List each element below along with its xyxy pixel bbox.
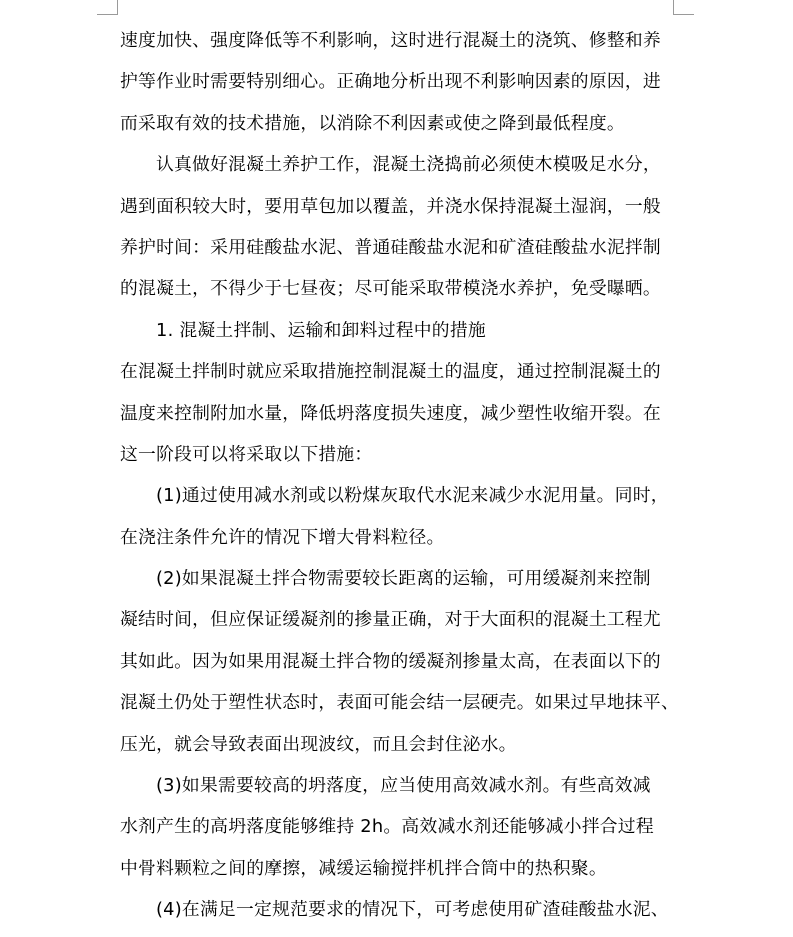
section-heading: 1. 混凝土拌制、运输和卸料过程中的措施 xyxy=(156,319,486,341)
text-line: 护等作业时需要特别细心。正确地分析出现不利影响因素的原因，进 xyxy=(120,71,661,93)
text-line: 速度加快、强度降低等不利影响，这时进行混凝土的浇筑、修整和养 xyxy=(120,30,661,51)
text-line: 压光，就会导致表面出现波纹，而且会封住泌水。 xyxy=(120,733,517,755)
document-body[interactable] xyxy=(120,20,679,931)
list-item-first-line: (2)如果混凝土拌合物需要较长距离的运输，可用缓凝剂来控制 xyxy=(156,568,651,590)
text-line: 其如此。因为如果用混凝土拌合物的缓凝剂掺量太高，在表面以下的 xyxy=(120,650,661,672)
paragraph-first-line: 在混凝土拌制时就应采取措施控制混凝土的温度，通过控制混凝土的 xyxy=(120,361,661,383)
text-line: 的混凝土，不得少于七昼夜；尽可能采取带模浇水养护，免受曝晒。 xyxy=(120,278,661,300)
list-item-first-line: (4)在满足一定规范要求的情况下，可考虑使用矿渣硅酸盐水泥、 xyxy=(156,899,669,921)
text-line: 中骨料颗粒之间的摩擦，减缓运输搅拌机拌合筒中的热积聚。 xyxy=(120,857,607,879)
text-line: 这一阶段可以将采取以下措施： xyxy=(120,443,373,465)
text-line: 凝结时间，但应保证缓凝剂的掺量正确，对于大面积的混凝土工程尤 xyxy=(120,609,661,631)
crop-mark-top-left xyxy=(97,0,118,15)
list-item-first-line: (3)如果需要较高的坍落度，应当使用高效减水剂。有些高效减 xyxy=(156,775,651,797)
text-line: 遇到面积较大时，要用草包加以覆盖，并浇水保持混凝土湿润，一般 xyxy=(120,195,661,217)
text-line: 在浇注条件允许的情况下增大骨料粒径。 xyxy=(120,526,445,548)
text-line: 水剂产生的高坍落度能够维持 2h。高效减水剂还能够减小拌合过程 xyxy=(120,816,654,838)
text-line: 温度来控制附加水量，降低坍落度损失速度，减少塑性收缩开裂。在 xyxy=(120,402,661,424)
crop-mark-top-right xyxy=(673,0,694,15)
paragraph-first-line: 认真做好混凝土养护工作，混凝土浇捣前必须使木模吸足水分， xyxy=(156,154,661,176)
text-line: 养护时间：采用硅酸盐水泥、普通硅酸盐水泥和矿渣硅酸盐水泥拌制 xyxy=(120,236,661,258)
list-item-first-line: (1)通过使用减水剂或以粉煤灰取代水泥来减少水泥用量。同时， xyxy=(156,485,669,507)
text-line: 而采取有效的技术措施，以消除不利因素或使之降到最低程度。 xyxy=(120,112,625,134)
text-line: 混凝土仍处于塑性状态时，表面可能会结一层硬壳。如果过早地抹平、 xyxy=(120,692,679,714)
